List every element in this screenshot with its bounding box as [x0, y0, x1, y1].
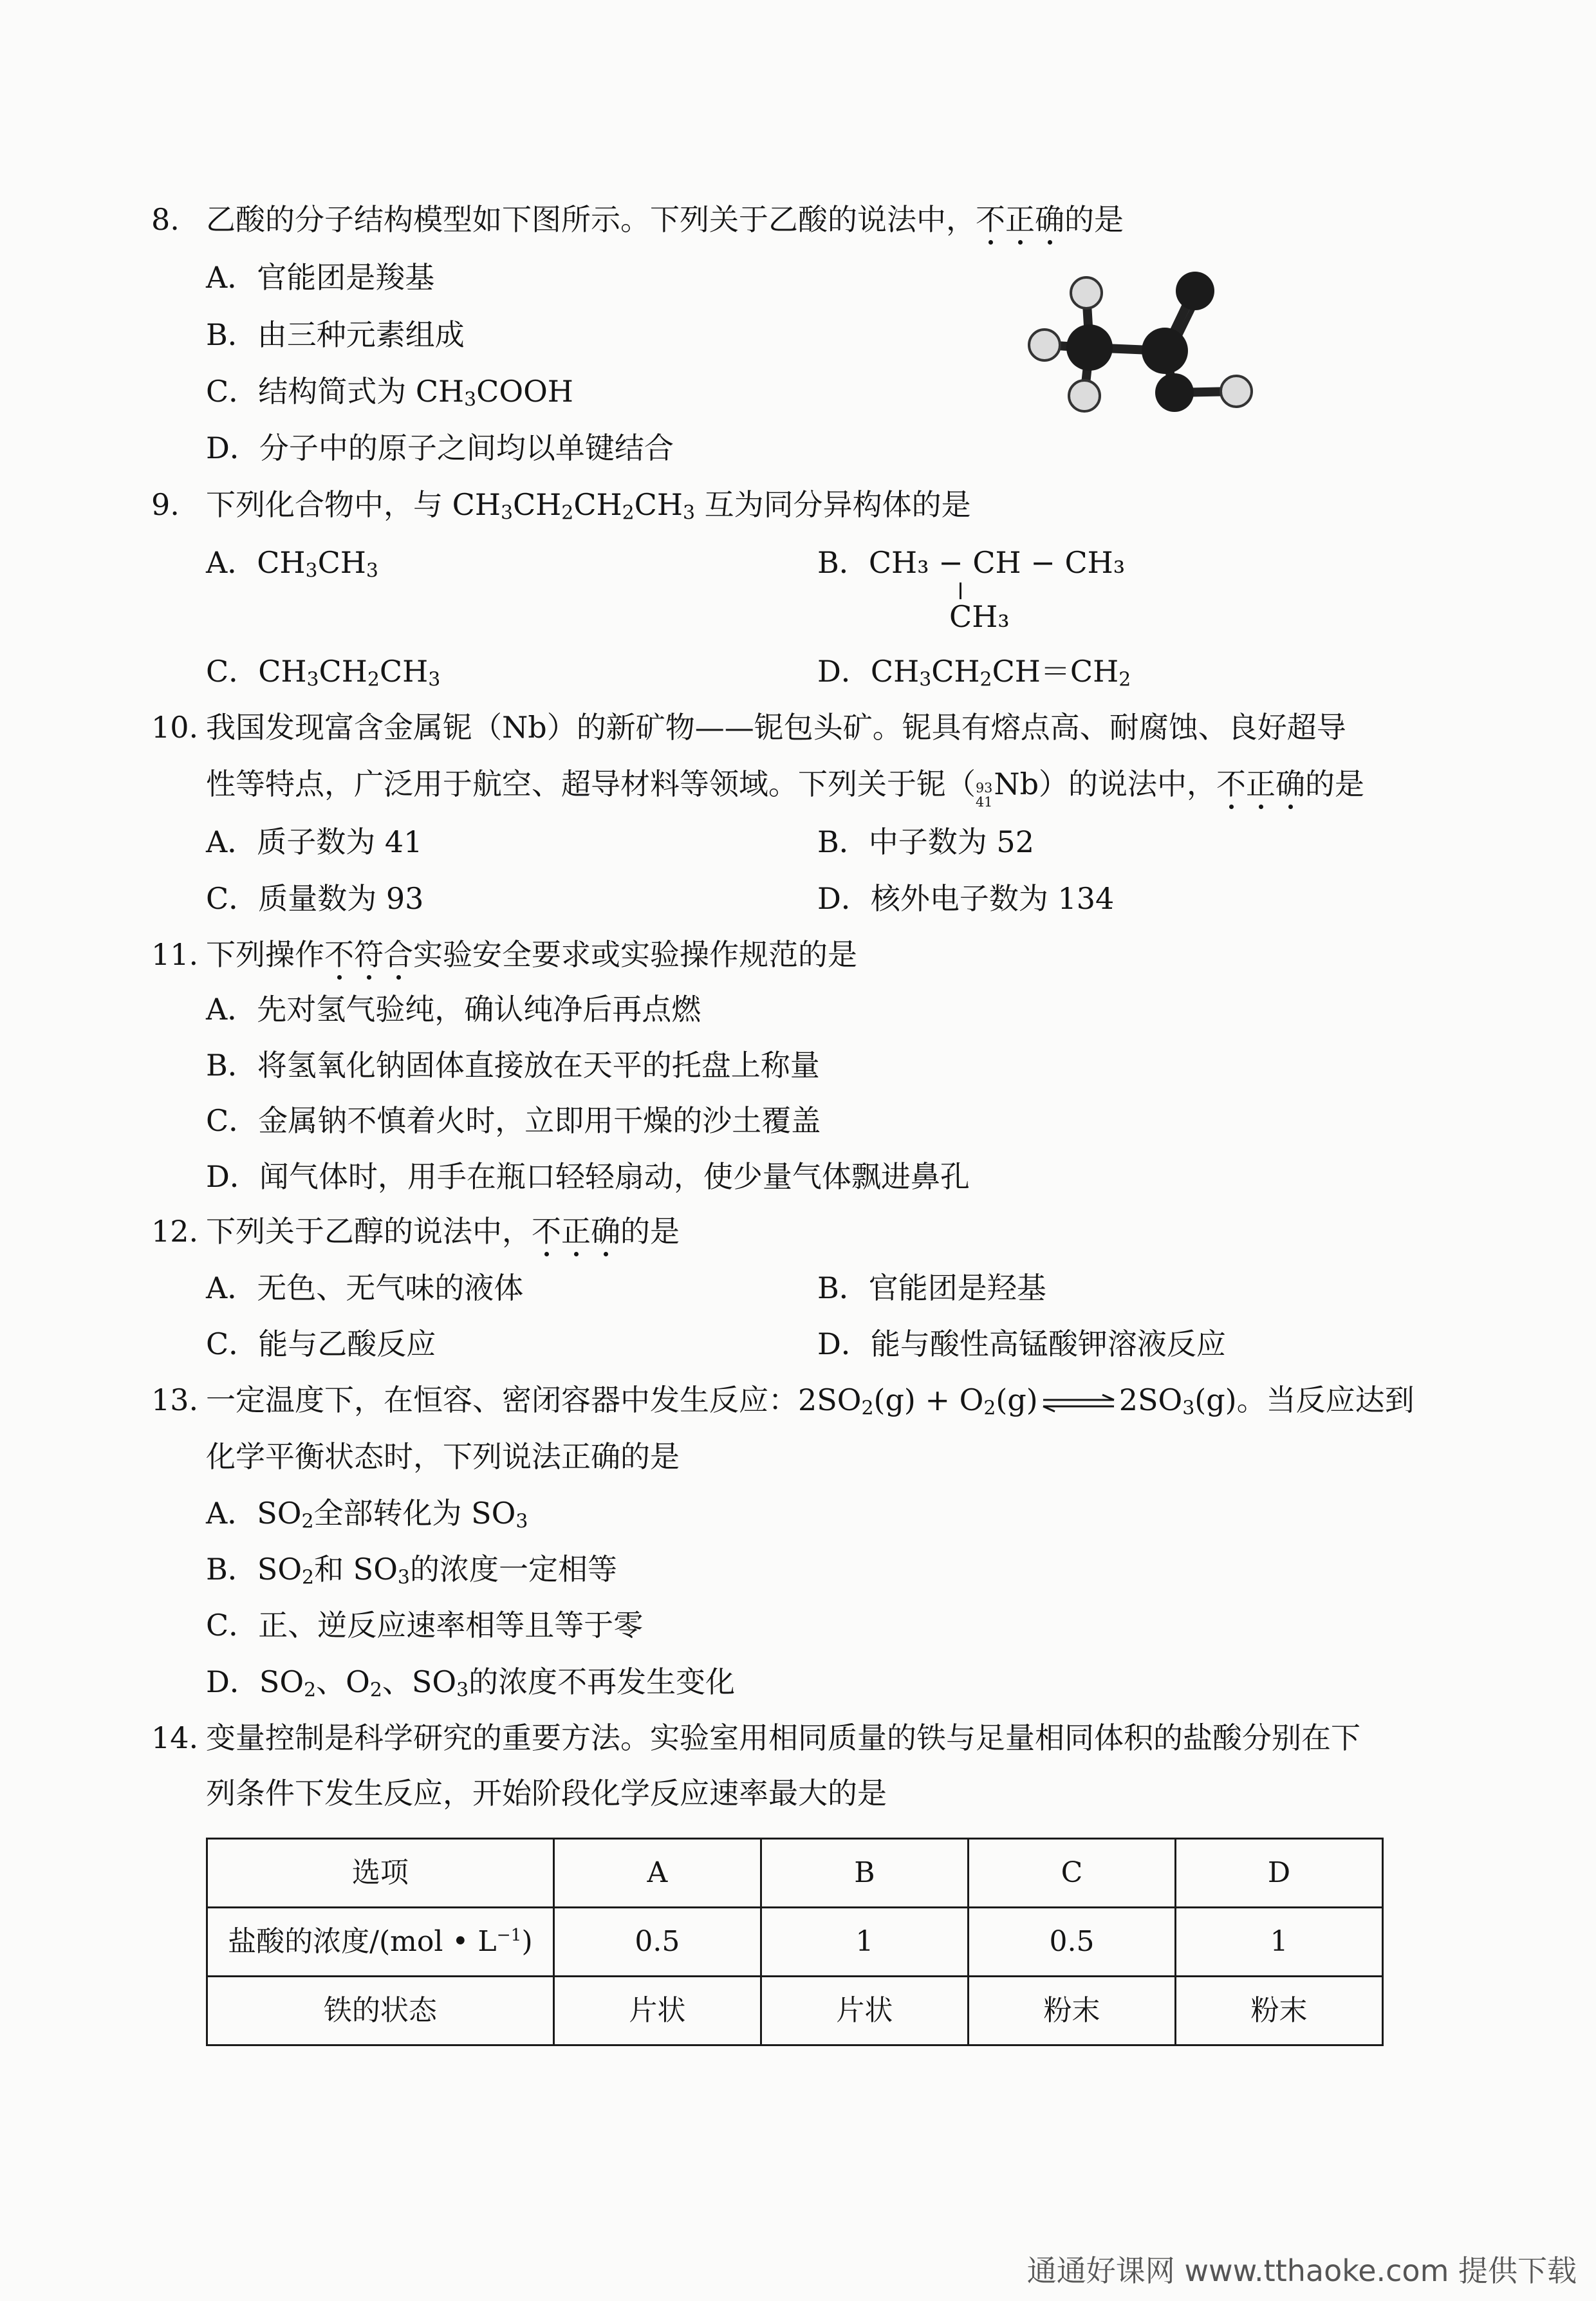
- q11-number: 11.: [151, 937, 199, 972]
- oxygen-atom: [1155, 373, 1194, 412]
- table-cell: 片状: [553, 1977, 761, 2045]
- q10-option-a: A．质子数为 41: [206, 824, 423, 859]
- q8-option-b: B．由三种元素组成: [206, 317, 465, 352]
- table-cell: 粉末: [968, 1977, 1175, 2045]
- niobium-nuclide-notation: 93 41: [976, 779, 993, 810]
- q13-option-d: D．$SO_2$、$O_2$、$SO_3$的浓度不再发生变化: [206, 1664, 736, 1702]
- table-header-cell: A: [553, 1839, 761, 1908]
- table-header-cell: B: [761, 1839, 968, 1908]
- q9-option-b: B．CH₃ − CH − CH₃: [817, 545, 1126, 580]
- q11-option-c: C．金属钠不慎着火时，立即用干燥的沙土覆盖: [206, 1103, 821, 1138]
- table-row-label: 铁的状态: [207, 1977, 554, 2045]
- q8-option-c: C．结构简式为 $CH_3COOH$: [206, 374, 573, 411]
- q9-option-a: A．$CH_3CH_3$: [206, 545, 378, 582]
- q12-option-d: D．能与酸性高锰酸钾溶液反应: [817, 1327, 1226, 1361]
- q8-option-d: D．分子中的原子之间均以单键结合: [206, 431, 674, 465]
- q10-option-d: D．核外电子数为 134: [817, 881, 1115, 916]
- emphasis-dot-char: 确: [1035, 202, 1064, 237]
- q8-option-a: A．官能团是羧基: [206, 260, 435, 295]
- isobutane-branch: CH₃: [949, 599, 1010, 634]
- branch-bond: [960, 582, 961, 599]
- q10-stem-line1: 10. 我国发现富含金属铌（Nb）的新矿物——铌包头矿。铌具有熔点高、耐腐蚀、良好超导: [151, 710, 1346, 745]
- emphasis-dot-char: 正: [1005, 202, 1035, 237]
- q14-stem-line1: 14. 变量控制是科学研究的重要方法。实验室用相同质量的铁与足量相同体积的盐酸分别在下: [151, 1720, 1360, 1755]
- q11-option-d: D．闻气体时，用手在瓶口轻轻扇动，使少量气体飘进鼻孔: [206, 1159, 970, 1194]
- q9-option-d: D．$CH_3CH_2CH=CH_2$: [817, 654, 1131, 691]
- q12-option-b: B．官能团是羟基: [817, 1271, 1046, 1305]
- q13-option-a: A．$SO_2$全部转化为 $SO_3$: [206, 1496, 528, 1533]
- table-header-row: [207, 1839, 1383, 1908]
- carbon-atom: [1142, 328, 1188, 374]
- table-cell: 1: [1176, 1908, 1383, 1977]
- q10-option-c: C．质量数为 93: [206, 881, 424, 916]
- hydrogen-atom: [1029, 330, 1060, 360]
- emphasis-dot-char: 不: [976, 202, 1005, 237]
- hydrogen-atom: [1071, 277, 1102, 308]
- q14-stem-line2: 列条件下发生反应，开始阶段化学反应速率最大的是: [206, 1776, 887, 1811]
- q11-option-a: A．先对氢气验纯，确认纯净后再点燃: [206, 992, 701, 1027]
- hydrogen-atom: [1221, 376, 1252, 407]
- q10-number: 10.: [151, 710, 199, 745]
- q8-stem: 8. 乙酸的分子结构模型如下图所示。下列关于乙酸的说法中，不正确的是: [151, 202, 1124, 237]
- table-cell: 1: [761, 1908, 968, 1977]
- table-row-label: 盐酸的浓度/(mol • $L^{-1}$): [207, 1908, 554, 1977]
- q12-stem: 12. 下列关于乙醇的说法中，不正确的是: [151, 1214, 680, 1249]
- footer-watermark: 通通好课网 www.tthaoke.com 提供下载: [1026, 2253, 1577, 2288]
- q10-stem-line2: 性等特点，广泛用于航空、超导材料等领域。下列关于铌（ 93 41 Nb）的说法中，不正确的是: [206, 767, 1365, 810]
- q11-option-b: B．将氢氧化钠固体直接放在天平的托盘上称量: [206, 1048, 820, 1083]
- isobutane-main-chain: CH₃ − CH − CH₃: [868, 545, 1126, 580]
- table-header-cell: 选项: [207, 1839, 554, 1908]
- table-cell: 片状: [761, 1977, 968, 2045]
- q11-stem: 11. 下列操作不符合实验安全要求或实验操作规范的是: [151, 937, 857, 972]
- q8-number: 8.: [151, 202, 180, 237]
- hydrogen-atom: [1069, 380, 1100, 411]
- q12-option-c: C．能与乙酸反应: [206, 1327, 436, 1361]
- table-header-cell: D: [1176, 1839, 1383, 1908]
- q10-option-b: B．中子数为 52: [817, 824, 1034, 859]
- acetic-acid-ball-and-stick-model: [1020, 257, 1265, 425]
- q13-stem-line1: 13. 一定温度下，在恒容、密闭容器中发生反应：$2SO_2(g) + O_2(g)$ $2SO_3(g)$。当反应达到: [151, 1383, 1415, 1420]
- carbon-atom: [1066, 324, 1113, 371]
- q12-option-a: A．无色、无气味的液体: [206, 1271, 524, 1305]
- q9-number: 9.: [151, 487, 180, 522]
- q13-option-b: B．$SO_2$和 $SO_3$的浓度一定相等: [206, 1552, 617, 1589]
- table-row: [207, 1977, 1383, 2045]
- q13-number: 13.: [151, 1383, 199, 1417]
- q14-number: 14.: [151, 1720, 199, 1755]
- q9-option-c: C．$CH_3CH_2CH_3$: [206, 654, 441, 691]
- q9-stem: 9. 下列化合物中，与 $CH_3CH_2CH_2CH_3$ 互为同分异构体的是: [151, 487, 971, 525]
- oxygen-atom: [1176, 272, 1214, 310]
- equilibrium-arrow-icon: [1041, 1393, 1117, 1413]
- table-row: [207, 1908, 1383, 1977]
- table-header-cell: C: [968, 1839, 1175, 1908]
- q13-stem-line2: 化学平衡状态时，下列说法正确的是: [206, 1439, 680, 1474]
- table-cell: 0.5: [968, 1908, 1175, 1977]
- table-cell: 粉末: [1176, 1977, 1383, 2045]
- q13-option-c: C．正、逆反应速率相等且等于零: [206, 1608, 644, 1643]
- q14-conditions-table: [206, 1838, 1384, 2046]
- q12-number: 12.: [151, 1214, 199, 1249]
- table-cell: 0.5: [553, 1908, 761, 1977]
